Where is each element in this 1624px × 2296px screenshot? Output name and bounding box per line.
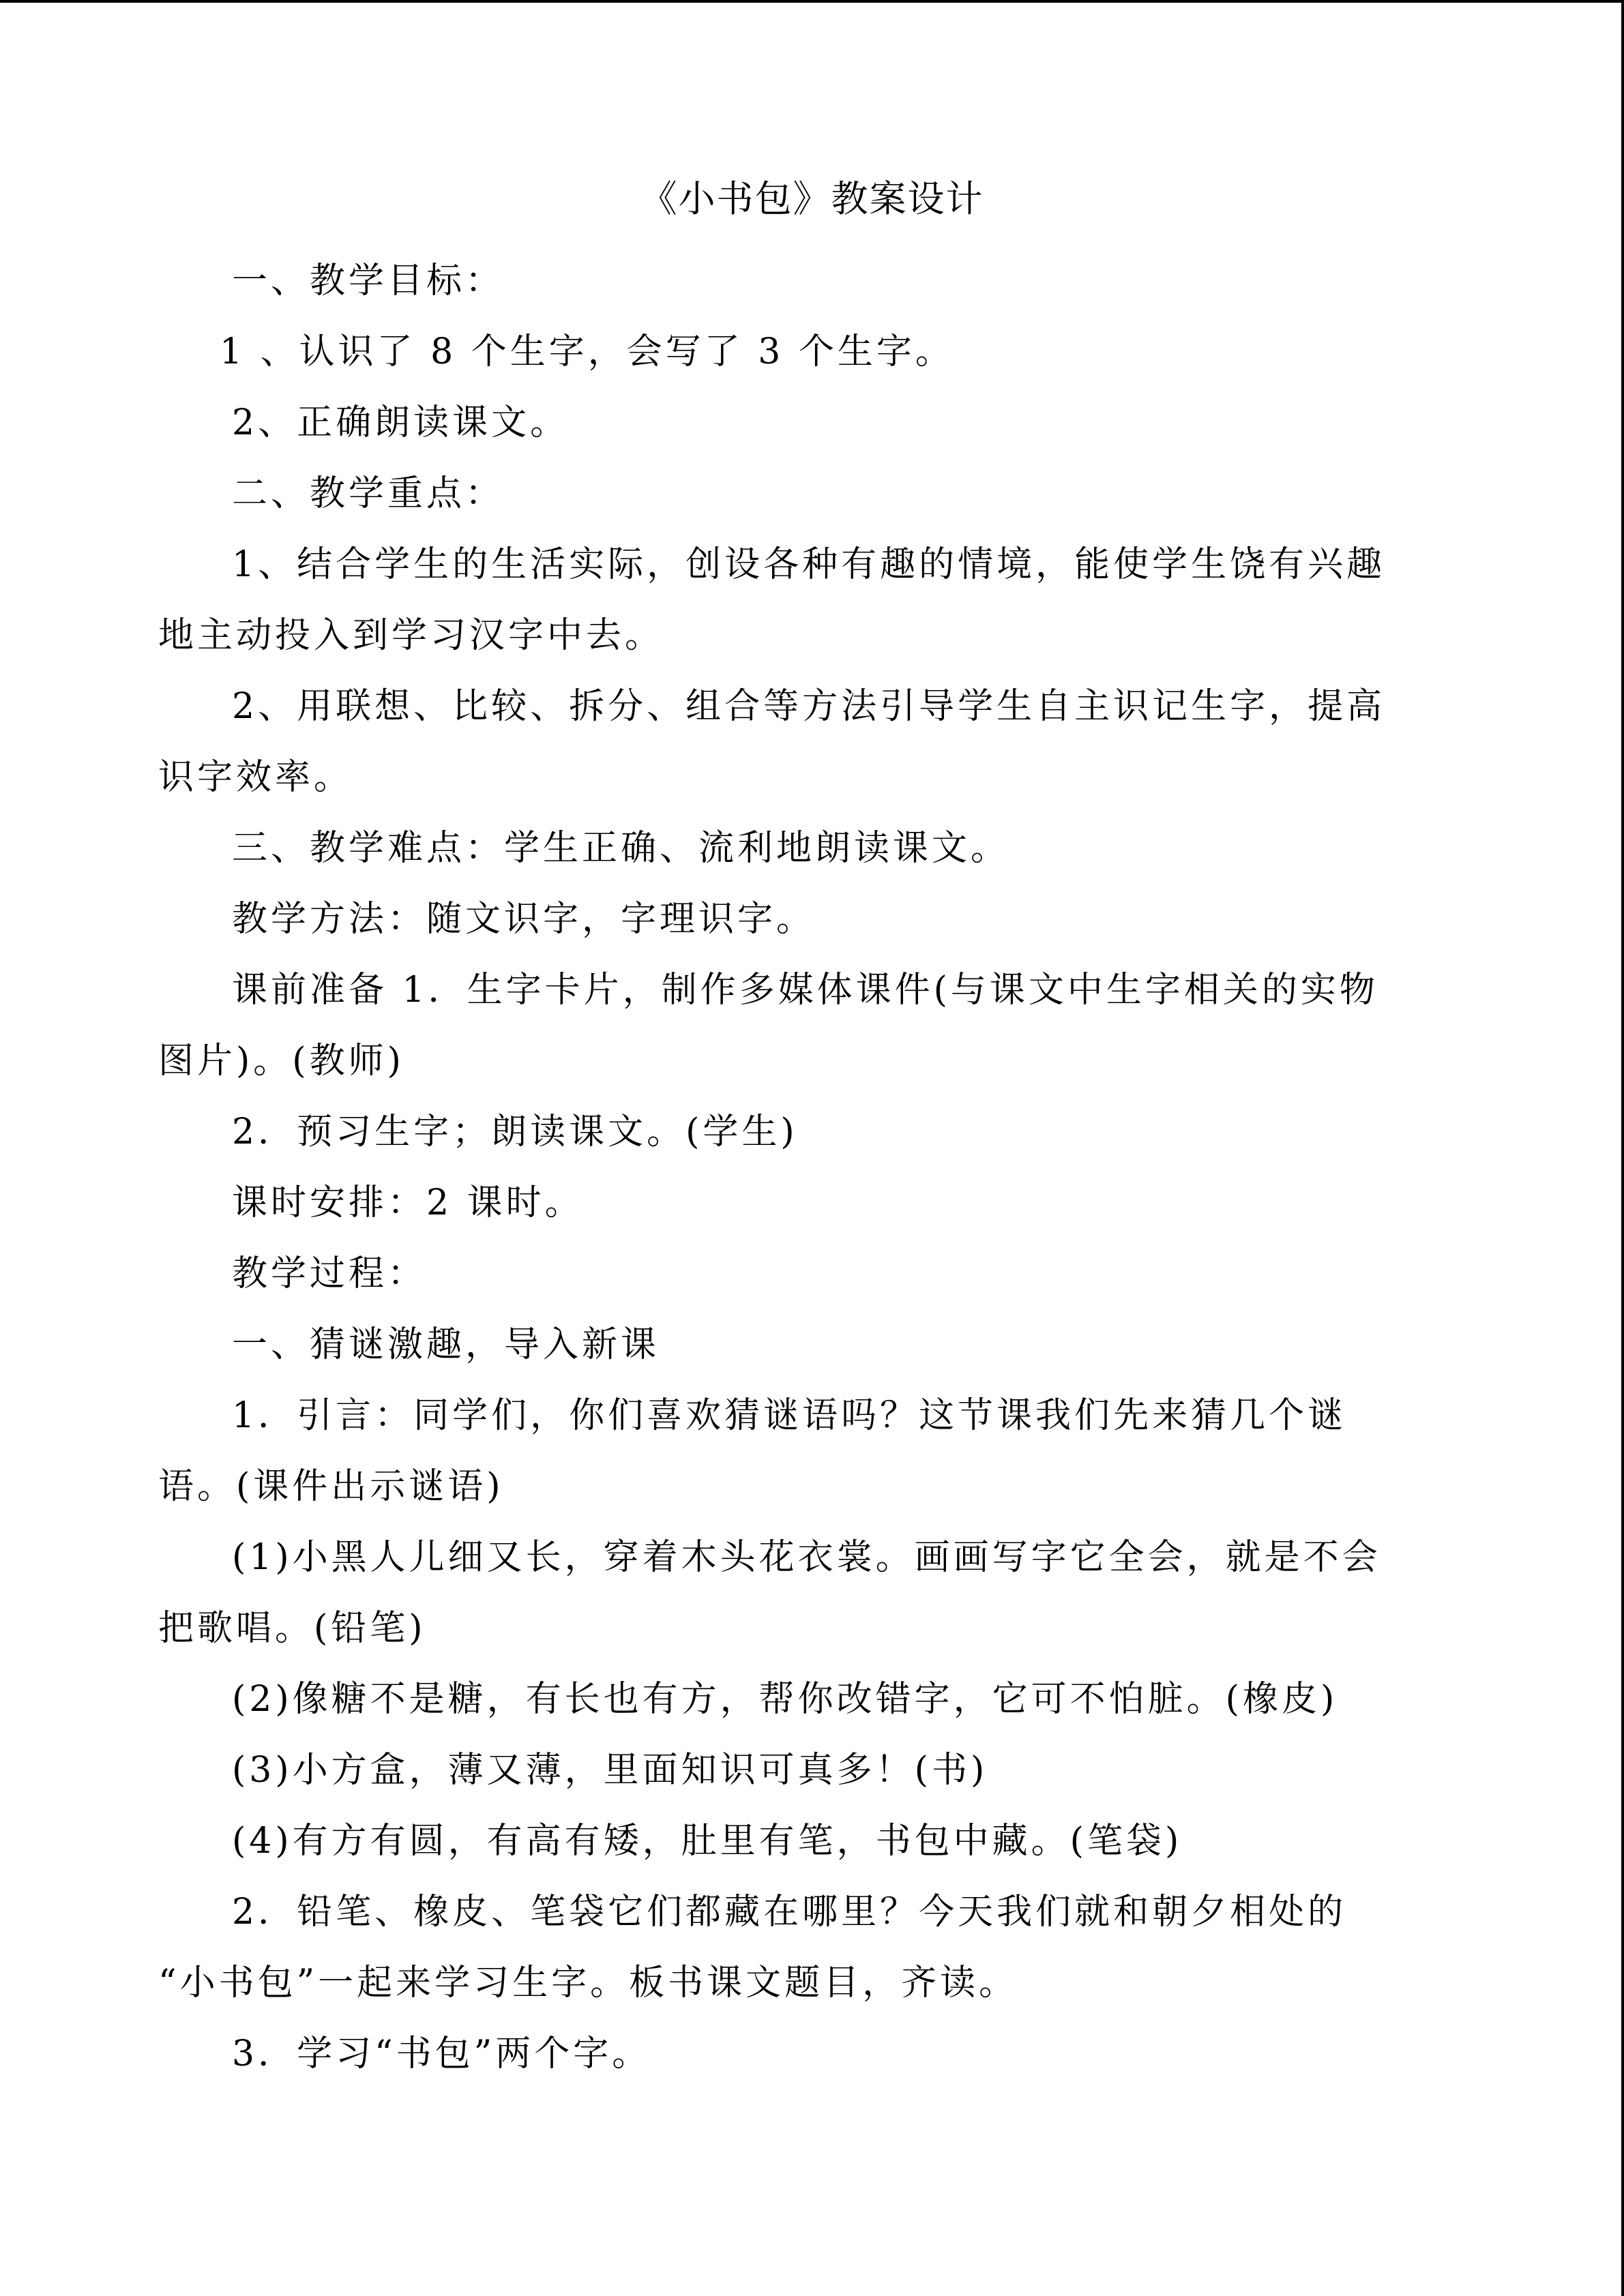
- line: (2)像糖不是糖，有长也有方，帮你改错字，它可不怕脏。(橡皮): [232, 1679, 1338, 1720]
- step-1-point-3: [158, 2018, 1386, 2089]
- line: 把歌唱。(铅笔): [158, 1608, 426, 1649]
- teaching-difficulty: [158, 813, 1386, 884]
- line: 识字效率。: [158, 757, 353, 798]
- line: 语。(课件出示谜语): [158, 1466, 504, 1507]
- class-schedule: [158, 1167, 1386, 1238]
- line: 二、教学重点：: [232, 473, 505, 514]
- preparation-2: [158, 1097, 1386, 1167]
- step-1-heading: [158, 1309, 1386, 1380]
- line: 2．预习生字；朗读课文。(学生): [232, 1112, 798, 1152]
- line: (3)小方盒，薄又薄，里面知识可真多！(书): [232, 1750, 988, 1791]
- key-points-heading: [158, 458, 1386, 529]
- line: 2、用联想、比较、拆分、组合等方法引导学生自主识记生字，提高: [232, 686, 1386, 727]
- document-body: [158, 245, 1386, 2089]
- teaching-method: [158, 884, 1386, 955]
- line: (4)有方有圆，有高有矮，肚里有笔，书包中藏。(笔袋): [232, 1821, 1183, 1862]
- key-point-1: [158, 529, 1386, 671]
- line: 课时安排：2 课时。: [232, 1182, 584, 1223]
- line: 一、教学目标：: [232, 260, 505, 301]
- line: 三、教学难点：学生正确、流利地朗读课文。: [232, 828, 1010, 869]
- line: 1 、认识了 8 个生字，会写了 3 个生字。: [220, 331, 954, 372]
- preparation-1: [158, 955, 1386, 1097]
- line: 地主动投入到学习汉字中去。: [158, 615, 664, 656]
- line: “小书包”一起来学习生字。板书课文题目，齐读。: [158, 1963, 1018, 2003]
- line: 2．铅笔、橡皮、笔袋它们都藏在哪里？今天我们就和朝夕相处的: [232, 1892, 1347, 1933]
- line: 1．引言：同学们，你们喜欢猜谜语吗？这节课我们先来猜几个谜: [232, 1395, 1347, 1436]
- riddle-1: [158, 1522, 1386, 1664]
- line: 3．学习“书包”两个字。: [232, 2033, 651, 2074]
- line: 1、结合学生的生活实际，创设各种有趣的情境，能使学生饶有兴趣: [232, 544, 1386, 585]
- step-1-point-2: [158, 1877, 1386, 2018]
- process-heading: [158, 1238, 1386, 1309]
- line: 教学方法：随文识字，字理识字。: [232, 899, 816, 940]
- line: (1)小黑人儿细又长，穿着木头花衣裳。画画写字它全会，就是不会: [232, 1537, 1381, 1578]
- riddle-4: [158, 1806, 1386, 1877]
- line: 教学过程：: [232, 1253, 427, 1294]
- objective-2: [158, 387, 1386, 458]
- riddle-3: [158, 1735, 1386, 1806]
- line: 课前准备 1．生字卡片，制作多媒体课件(与课文中生字相关的实物: [232, 970, 1378, 1011]
- key-point-2: [158, 671, 1386, 813]
- objective-1: [158, 316, 1386, 387]
- objectives-heading: [158, 245, 1386, 316]
- riddle-2: [158, 1664, 1386, 1735]
- line: 一、猜谜激趣，导入新课: [232, 1324, 660, 1365]
- step-1-intro: [158, 1380, 1386, 1522]
- line: 2、正确朗读课文。: [232, 402, 570, 443]
- line: 图片)。(教师): [158, 1041, 404, 1082]
- document-title: 《小书包》教案设计: [640, 177, 984, 220]
